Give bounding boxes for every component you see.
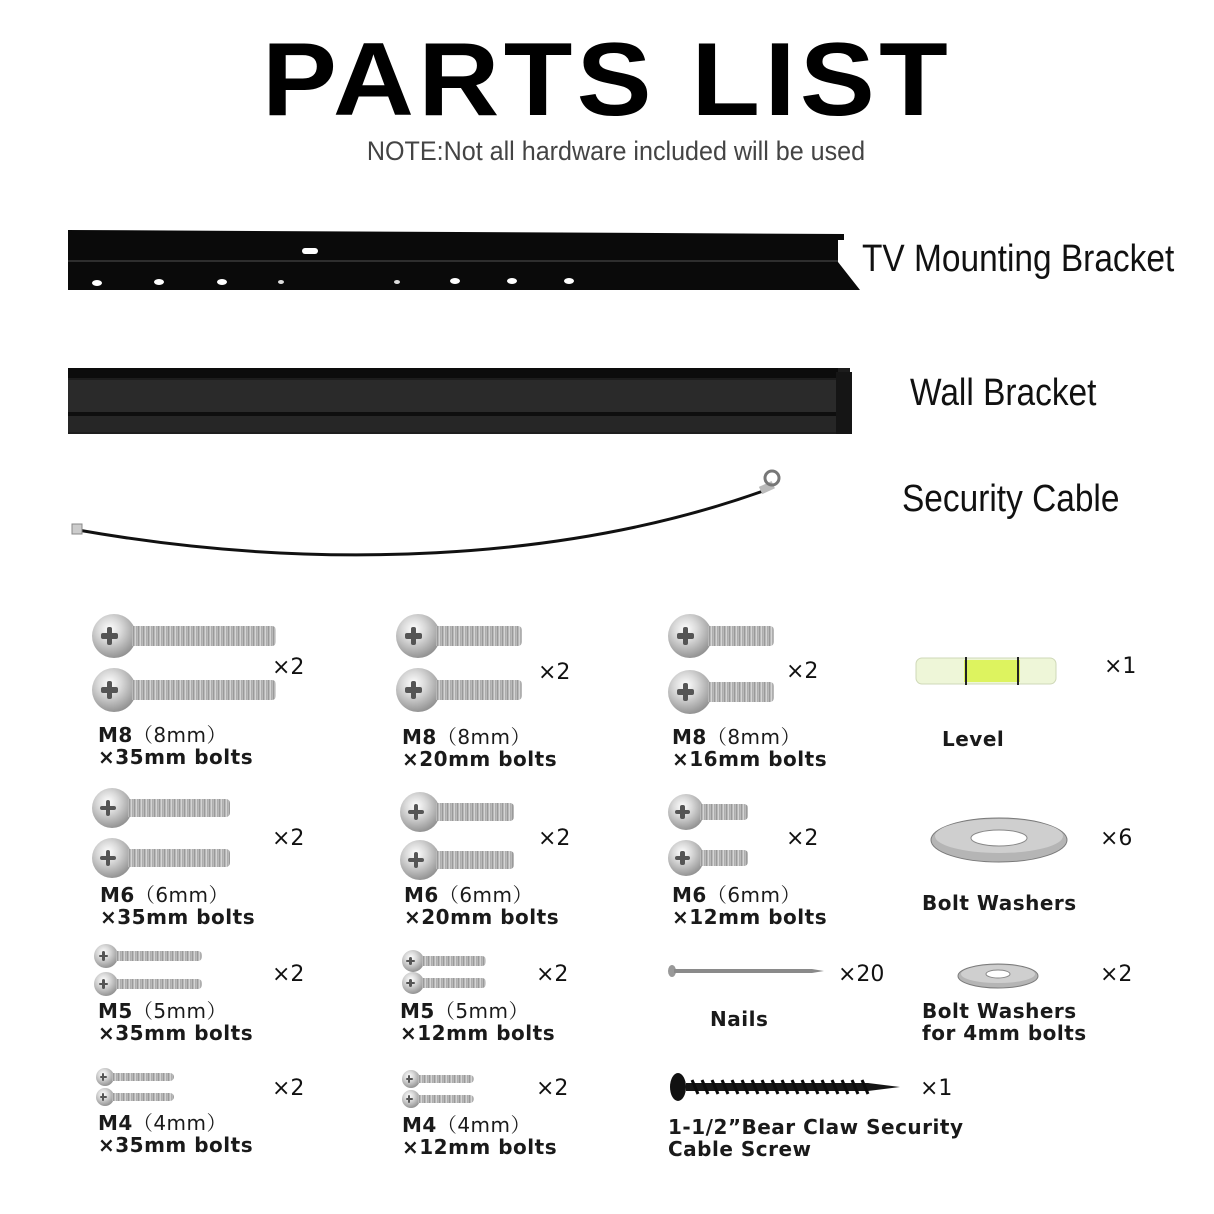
quantity: ×20	[838, 962, 885, 987]
bolt-length: ×35mm bolts	[98, 745, 254, 769]
item-label: Bolt Washers	[922, 891, 1077, 915]
bolt-diameter: （8mm）	[436, 725, 532, 749]
bolt-size: M4	[402, 1113, 437, 1137]
bolt-diameter: （6mm）	[438, 883, 534, 907]
page-title: PARTS LIST	[261, 22, 953, 138]
bolt-length: ×35mm bolts	[98, 1133, 254, 1157]
bolt-size: M5	[98, 999, 133, 1023]
bolt-length: ×12mm bolts	[672, 905, 828, 929]
bolt-length: ×35mm bolts	[98, 1021, 254, 1045]
tv-mounting-bracket-label: TV Mounting Bracket	[862, 238, 1175, 280]
small-washer-icon	[956, 962, 1040, 990]
quantity: ×1	[920, 1076, 953, 1101]
tv-mounting-bracket-image	[66, 228, 866, 294]
bolt-length: ×20mm bolts	[404, 905, 560, 929]
bolt-length: ×20mm bolts	[402, 747, 558, 771]
quantity: ×2	[786, 826, 819, 851]
quantity: ×2	[272, 1076, 305, 1101]
bolt-length: ×12mm bolts	[402, 1135, 558, 1159]
bolt-size: M8	[402, 725, 437, 749]
quantity: ×2	[538, 660, 571, 685]
bolt-length: ×16mm bolts	[672, 747, 828, 771]
wall-bracket-image	[66, 366, 856, 438]
bolt-diameter: （6mm）	[134, 883, 230, 907]
quantity: ×1	[1104, 654, 1137, 679]
bolt-length: ×35mm bolts	[100, 905, 256, 929]
quantity: ×2	[786, 659, 819, 684]
bolt-diameter: （8mm）	[132, 723, 228, 747]
quantity: ×2	[1100, 962, 1133, 987]
bolt-size: M6	[404, 883, 439, 907]
washer-icon	[928, 816, 1070, 864]
bolt-size: M8	[98, 723, 133, 747]
bolt-diameter: （4mm）	[436, 1113, 532, 1137]
bolt-diameter: （6mm）	[706, 883, 802, 907]
quantity: ×2	[272, 655, 305, 680]
quantity: ×6	[1100, 826, 1133, 851]
bolt-size: M6	[672, 883, 707, 907]
bolt-diameter: （8mm）	[706, 725, 802, 749]
security-cable-label: Security Cable	[902, 478, 1120, 520]
wall-bracket-label: Wall Bracket	[910, 372, 1097, 414]
spirit-level-icon	[914, 654, 1058, 688]
quantity: ×2	[538, 826, 571, 851]
security-screw-icon	[668, 1072, 904, 1102]
quantity: ×2	[536, 962, 569, 987]
item-label-line1: 1-1/2”Bear Claw Security	[668, 1115, 964, 1139]
item-label-line1: Bolt Washers	[922, 999, 1077, 1023]
bolt-length: ×12mm bolts	[400, 1021, 556, 1045]
quantity: ×2	[536, 1076, 569, 1101]
quantity: ×2	[272, 962, 305, 987]
bolt-diameter: （4mm）	[132, 1111, 228, 1135]
bolt-size: M4	[98, 1111, 133, 1135]
bolt-size: M5	[400, 999, 435, 1023]
quantity: ×2	[272, 826, 305, 851]
bolt-diameter: （5mm）	[132, 999, 228, 1023]
note-text: NOTE:Not all hardware included will be used	[366, 136, 866, 166]
bolt-size: M6	[100, 883, 135, 907]
item-label: Nails	[710, 1007, 769, 1031]
item-label-line2: for 4mm bolts	[922, 1021, 1087, 1045]
security-cable-image	[66, 462, 846, 562]
item-label-line2: Cable Screw	[668, 1137, 812, 1161]
nail-icon	[666, 964, 826, 978]
bolt-diameter: （5mm）	[434, 999, 530, 1023]
item-label: Level	[942, 727, 1005, 751]
bolt-size: M8	[672, 725, 707, 749]
